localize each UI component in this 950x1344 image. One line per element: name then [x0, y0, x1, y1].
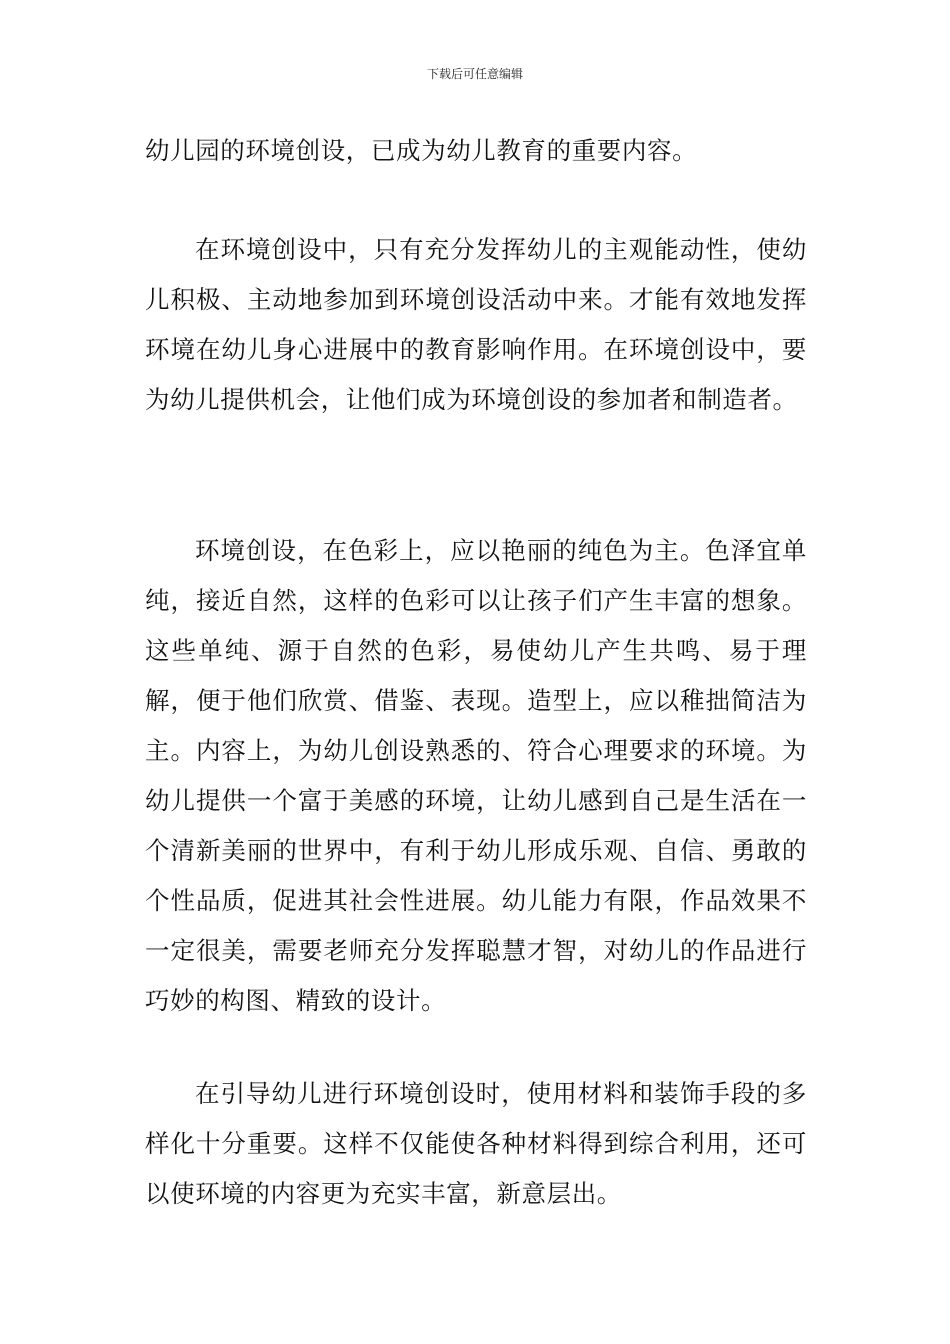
- paragraph-text: 环境创设，在色彩上，应以艳丽的纯色为主。色泽宜单纯，接近自然，这样的色彩可以让孩子们产生丰富的想象。这些单纯、源于自然的色彩，易使幼儿产生共鸣、易于理解，便于他们欣赏、借鉴、表现。造型上，应以稚拙简洁为主。内容上，为幼儿创设熟悉的、符合心理要求的环境。为幼儿提供一个富于美感的环境，让幼儿感到自己是生活在一个清新美丽的世界中，有利于幼儿形成乐观、自信、勇敢的个性品质，促进其社会性进展。幼儿能力有限，作品效果不一定很美，需要老师充分发挥聪慧才智，对幼儿的作品进行巧妙的构图、精致的设计。: [145, 536, 807, 1015]
- paragraph-1: [145, 126, 807, 176]
- paragraph-text: 在引导幼儿进行环境创设时，使用材料和装饰手段的多样化十分重要。这样不仅能使各种材料得到综合利用，还可以使环境的内容更为充实丰富，新意层出。: [145, 1079, 807, 1208]
- paragraph-text: 在环境创设中，只有充分发挥幼儿的主观能动性，使幼儿积极、主动地参加到环境创设活动中来。才能有效地发挥环境在幼儿身心进展中的教育影响作用。在环境创设中，要为幼儿提供机会，让他们成为环境创设的参加者和制造者。: [145, 235, 807, 414]
- paragraph-2: [145, 225, 807, 425]
- page-header: 下载后可任意编辑: [426, 67, 523, 81]
- paragraph-3: [145, 526, 807, 1026]
- paragraph-4: [145, 1069, 807, 1219]
- paragraph-text: 幼儿园的环境创设，已成为幼儿教育的重要内容。: [145, 136, 698, 165]
